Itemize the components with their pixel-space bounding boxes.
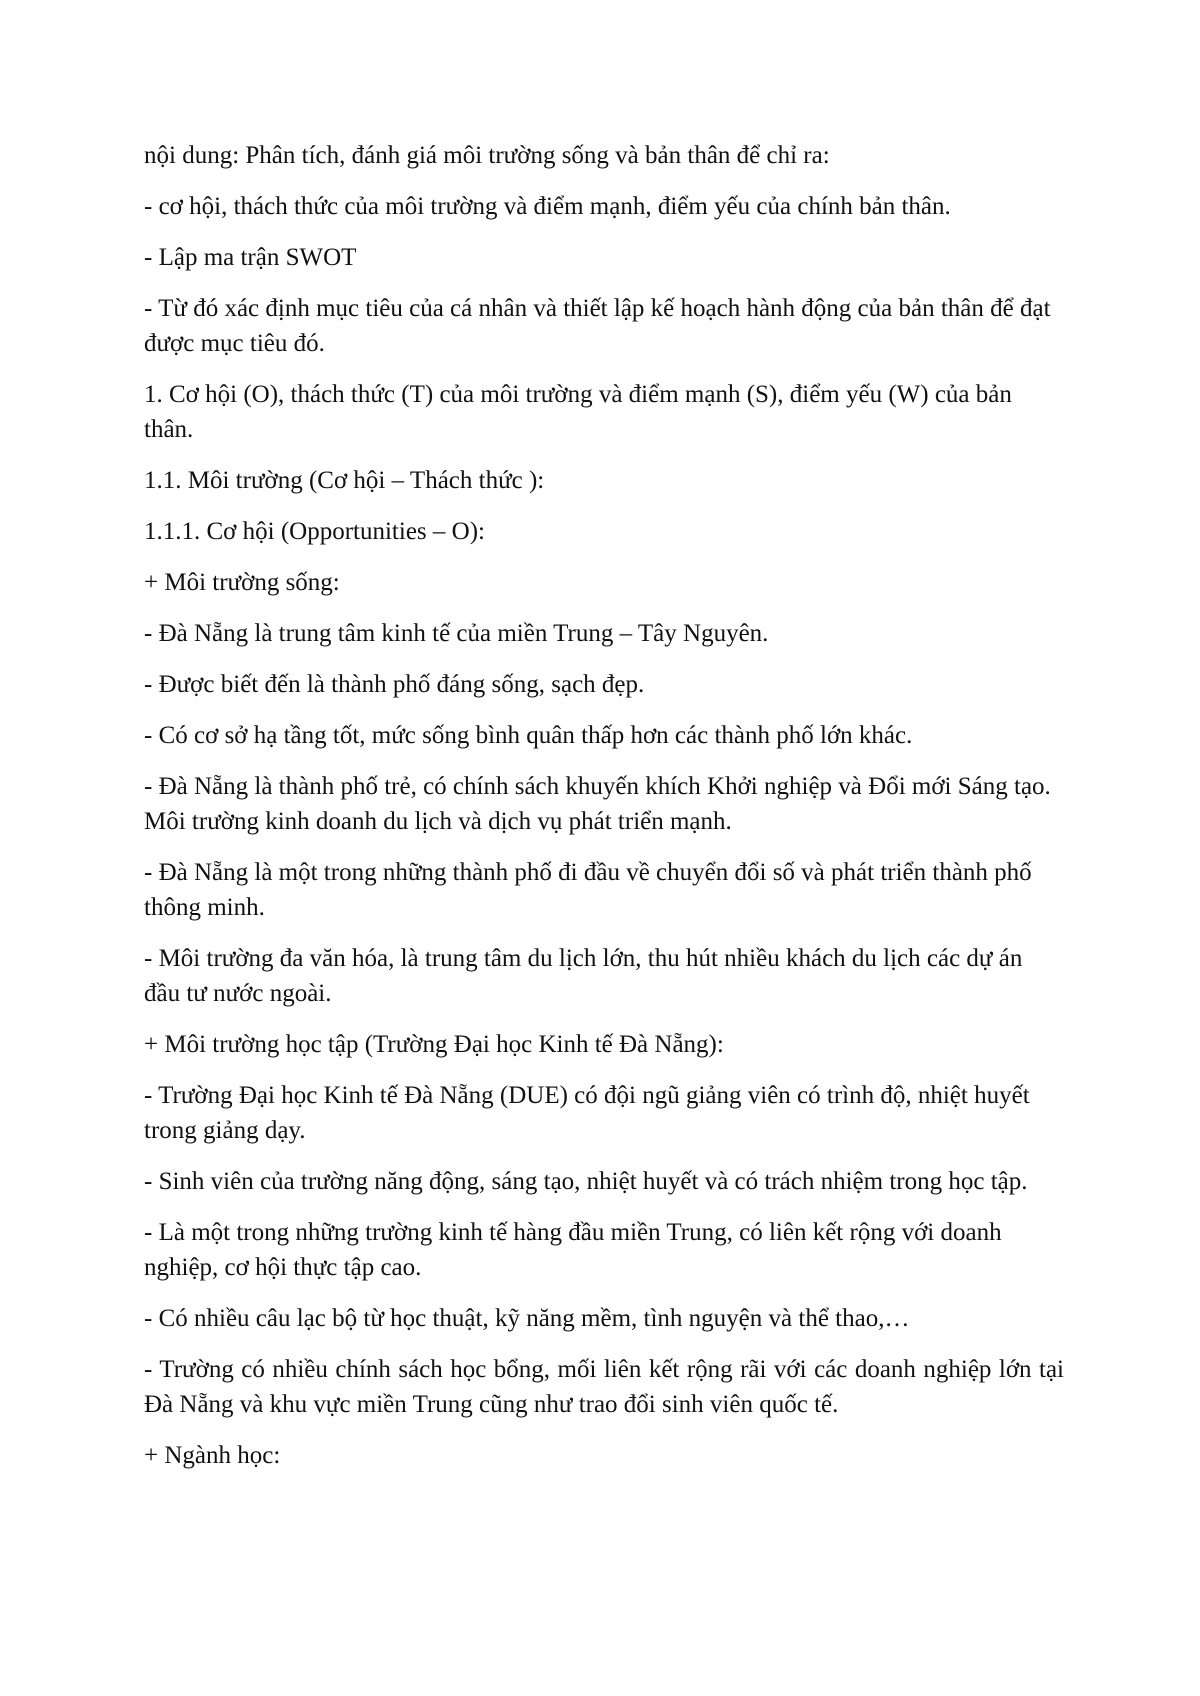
- list-item: - Có nhiều câu lạc bộ từ học thuật, kỹ năng mềm, tình nguyện và thể thao,…: [144, 1305, 910, 1332]
- list-item: - Trường có nhiều chính sách học bổng, mối liên kết rộng rãi với các doanh nghiệp lớn tại Đà Nẵng và khu vực miền Trung cũng như trao đổi sinh viên quốc tế.: [144, 1356, 1064, 1418]
- list-item: - Sinh viên của trường năng động, sáng tạo, nhiệt huyết và có trách nhiệm trong học tập.: [144, 1168, 1028, 1195]
- intro-paragraph: nội dung: Phân tích, đánh giá môi trường sống và bản thân để chỉ ra:: [144, 142, 830, 169]
- list-item: - Đà Nẵng là thành phố trẻ, có chính sách khuyến khích Khởi nghiệp và Đổi mới Sáng tạo. Môi trường kinh doanh du lịch và dịch vụ phát triển mạnh.: [144, 773, 1051, 835]
- list-item: - Đà Nẵng là trung tâm kinh tế của miền Trung – Tây Nguyên.: [144, 620, 769, 647]
- bullet-opportunities-threats: - cơ hội, thách thức của môi trường và điểm mạnh, điểm yếu của chính bản thân.: [144, 193, 951, 220]
- bullet-goals-plan: - Từ đó xác định mục tiêu của cá nhân và thiết lập kế hoạch hành động của bản thân để đạt được mục tiêu đó.: [144, 295, 1051, 357]
- list-item: - Được biết đến là thành phố đáng sống, sạch đẹp.: [144, 671, 645, 698]
- bullet-swot-matrix: - Lập ma trận SWOT: [144, 244, 357, 271]
- section-heading-1: 1. Cơ hội (O), thách thức (T) của môi trường và điểm mạnh (S), điểm yếu (W) của bản thân.: [144, 381, 1012, 443]
- list-item: - Môi trường đa văn hóa, là trung tâm du lịch lớn, thu hút nhiều khách du lịch các dự án đầu tư nước ngoài.: [144, 945, 1023, 1007]
- list-item: - Trường Đại học Kinh tế Đà Nẵng (DUE) có đội ngũ giảng viên có trình độ, nhiệt huyết trong giảng dạy.: [144, 1082, 1030, 1144]
- subheading-major: + Ngành học:: [144, 1442, 281, 1469]
- subheading-study-environment: + Môi trường học tập (Trường Đại học Kinh tế Đà Nẵng):: [144, 1031, 724, 1058]
- section-heading-1-1: 1.1. Môi trường (Cơ hội – Thách thức ):: [144, 467, 545, 494]
- subheading-living-environment: + Môi trường sống:: [144, 569, 340, 596]
- list-item: - Có cơ sở hạ tầng tốt, mức sống bình quân thấp hơn các thành phố lớn khác.: [144, 722, 913, 749]
- list-item: - Đà Nẵng là một trong những thành phố đi đầu về chuyển đổi số và phát triển thành phố thông minh.: [144, 859, 1032, 921]
- document-body: [144, 138, 1064, 1489]
- list-item: - Là một trong những trường kinh tế hàng đầu miền Trung, có liên kết rộng với doanh nghiệp, cơ hội thực tập cao.: [144, 1219, 1002, 1281]
- section-heading-1-1-1: 1.1.1. Cơ hội (Opportunities – O):: [144, 518, 485, 545]
